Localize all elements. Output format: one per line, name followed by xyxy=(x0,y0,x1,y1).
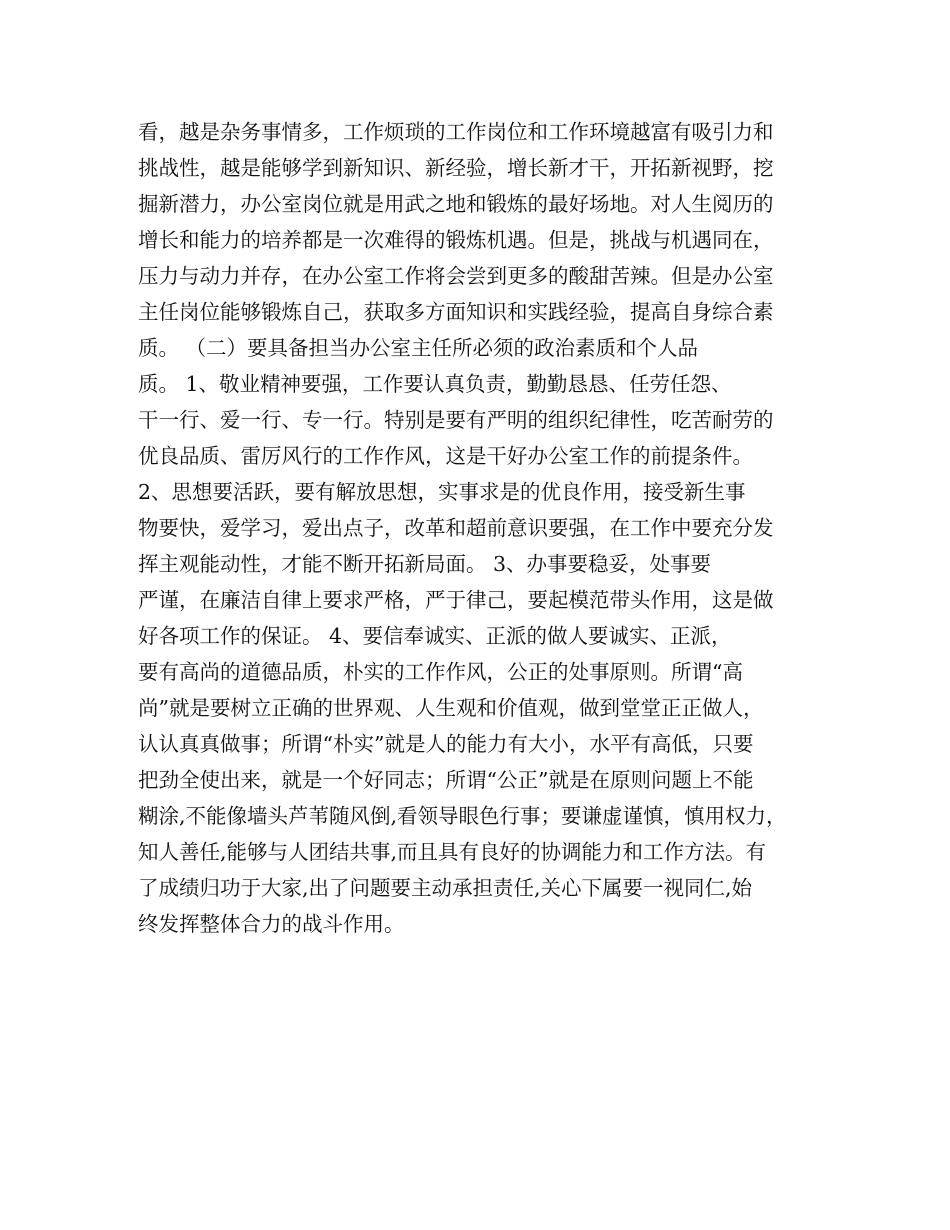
text-line: 主任岗位能够锻炼自己，获取多方面知识和实践经验，提高自身综合素 xyxy=(138,300,774,324)
text-line: 看，越是杂务事情多，工作烦琐的工作岗位和工作环境越富有吸引力和 xyxy=(138,120,774,144)
text-line: 要有高尚的道德品质，朴实的工作作风，公正的处事原则。所谓“高 xyxy=(138,660,743,684)
text-line: 严谨，在廉洁自律上要求严格，严于律己，要起模范带头作用，这是做 xyxy=(138,588,774,612)
text-line: 认认真真做事；所谓“朴实”就是人的能力有大小，水平有高低，只要 xyxy=(138,732,754,756)
text-line: 终发挥整体合力的战斗作用。 xyxy=(138,912,405,936)
body-text xyxy=(138,114,838,942)
text-line: 知人善任,能够与人团结共事,而且具有良好的协调能力和工作方法。有 xyxy=(138,840,767,864)
text-line: 尚”就是要树立正确的世界观、人生观和价值观，做到堂堂正正做人， xyxy=(138,696,764,720)
text-line: 质。 1、敬业精神要强，工作要认真负责，勤勤恳恳、任劳任怨、 xyxy=(138,372,732,396)
text-line: 掘新潜力，办公室岗位就是用武之地和锻炼的最好场地。对人生阅历的 xyxy=(138,192,774,216)
text-line: 把劲全使出来，就是一个好同志；所谓“公正”就是在原则问题上不能 xyxy=(138,768,754,792)
text-line: 质。 （二）要具备担当办公室主任所必须的政治素质和个人品 xyxy=(138,336,699,360)
text-line: 优良品质、雷厉风行的工作作风，这是干好办公室工作的前提条件。 xyxy=(138,444,753,468)
text-line: 好各项工作的保证。 4、要信奉诚实、正派的做人要诚实、正派， xyxy=(138,624,732,648)
text-line: 挑战性，越是能够学到新知识、新经验，增长新才干，开拓新视野，挖 xyxy=(138,156,774,180)
text-line: 了成绩归功于大家,出了问题要主动承担责任,关心下属要一视同仁,始 xyxy=(138,876,753,900)
text-line: 干一行、爱一行、专一行。特别是要有严明的组织纪律性，吃苦耐劳的 xyxy=(138,408,774,432)
text-line: 物要快，爱学习，爱出点子，改革和超前意识要强，在工作中要充分发 xyxy=(138,516,774,540)
text-line: 压力与动力并存，在办公室工作将会尝到更多的酸甜苦辣。但是办公室 xyxy=(138,264,774,288)
text-line: 糊涂,不能像墙头芦苇随风倒,看领导眼色行事；要谦虚谨慎，慎用权力， xyxy=(138,804,787,828)
text-line: 2、思想要活跃，要有解放思想，实事求是的优良作用，接受新生事 xyxy=(138,480,746,504)
text-line: 挥主观能动性，才能不断开拓新局面。 3、办事要稳妥，处事要 xyxy=(138,552,712,576)
text-line: 增长和能力的培养都是一次难得的锻炼机遇。但是，挑战与机遇同在， xyxy=(138,228,774,252)
